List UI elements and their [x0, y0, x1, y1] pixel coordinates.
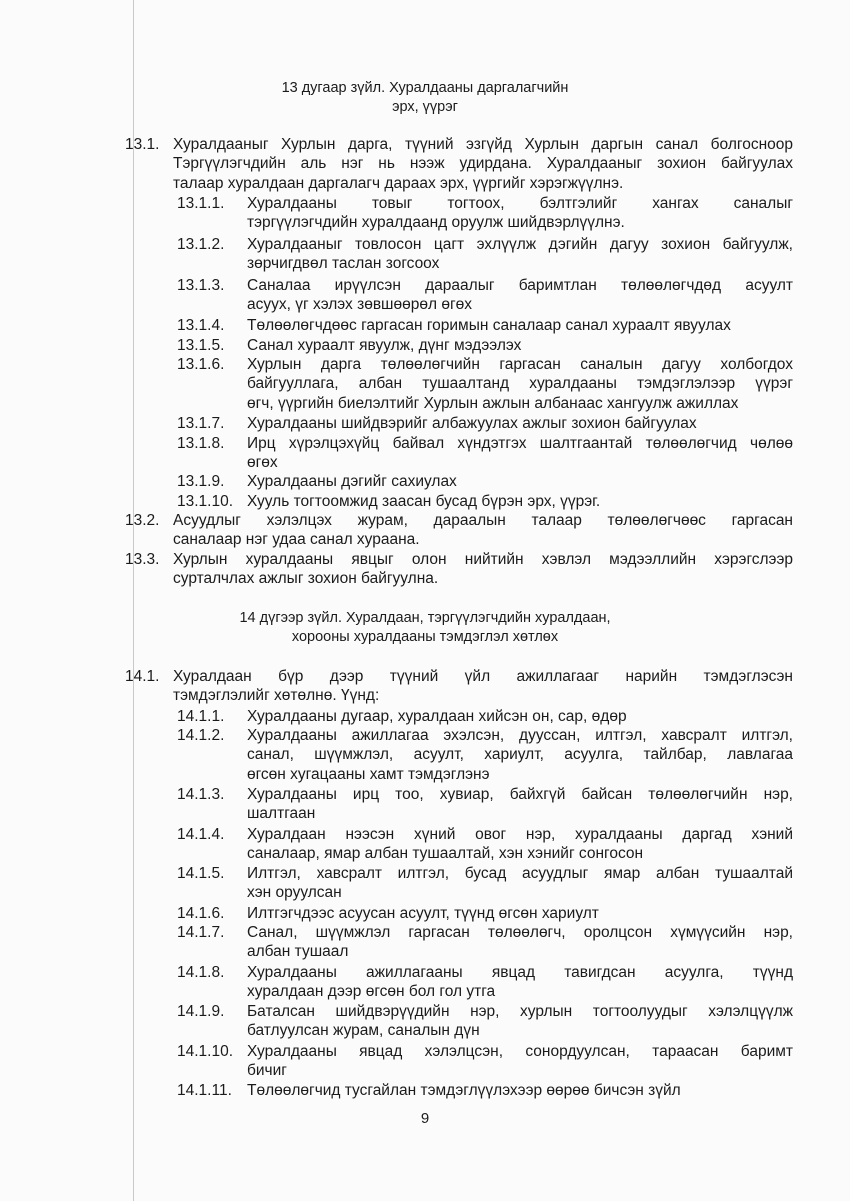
clause-text: [247, 1081, 793, 1100]
clause-number: 13.3.: [125, 551, 160, 568]
text-line: саналаар, ямар албан тушаалтай, хэн хэнийг сонгосон: [247, 845, 644, 863]
text-line: сурталчлах ажлыг зохион байгуулна.: [173, 570, 439, 588]
text-line: батлуулсан журам, саналын дүн: [247, 1022, 480, 1040]
clause-text: [173, 667, 793, 706]
text-line: тэмдэглэлийг хөтөлнө. Үүнд:: [173, 687, 380, 705]
clause-text: [247, 355, 793, 413]
text-line: шалтгаан: [247, 805, 316, 823]
clause-number: 14.1.10.: [177, 1043, 234, 1060]
text-line: зөрчигдвөл таслан зогсоох: [247, 255, 440, 273]
clause-text: [247, 825, 793, 864]
clause-text: [247, 726, 793, 784]
clause-text: [247, 276, 793, 315]
clause-text: [173, 135, 793, 193]
clause-number: 14.1.11.: [177, 1082, 232, 1099]
text-line: Хуралдааныг товлосон цагт эхлүүлж дэгийн дагуу зохион байгуулж,: [247, 236, 793, 253]
article-14-heading-line-2: хорооны хуралдааны тэмдэглэл хөтлөх: [291, 629, 559, 645]
text-line: өгөх: [247, 454, 278, 472]
clause-number: 14.1.4.: [177, 826, 225, 843]
text-line: тэргүүлэгчдийн хуралдаанд оруулж шийдвэрлүүлнэ.: [247, 214, 625, 232]
text-line: байгууллага, албан тушаалтанд хуралдааны тэмдэглэлээр үүрэг: [247, 375, 793, 393]
text-line: Төлөөлөгчид тусгайлан тэмдэглүүлэхээр өөрөө бичсэн зүйл: [247, 1082, 681, 1099]
text-line: Хурлын дарга төлөөлөгчийн гаргасан саналын дагуу холбогдох: [247, 356, 793, 373]
clause-text: [173, 511, 793, 550]
text-line: Хуралдааны ирц тоо, хувиар, байхгүй байсан төлөөлөгчийн нэр,: [247, 786, 793, 803]
text-line: Хуралдааны ажиллагаа эхэлсэн, дууссан, илтгэл, хавсралт илтгэл,: [247, 727, 793, 744]
text-line: санал, шүүмжлэл, асуулт, хариулт, асуулга, тайлбар, лавлагаа: [247, 746, 793, 764]
clause-number: 13.2.: [125, 512, 160, 529]
text-line: албан тушаал: [247, 943, 349, 961]
clause-number: 14.1.8.: [177, 964, 225, 981]
text-line: Хуралдааны явцад хэлэлцсэн, сонордуулсан, тараасан баримт: [247, 1043, 793, 1060]
clause-text: [247, 923, 793, 962]
clause-text: [247, 1002, 793, 1041]
clause-number: 13.1.10.: [177, 493, 234, 510]
text-line: Баталсан шийдвэрүүдийн нэр, хурлын тогтоолуудыг хэлэлцүүлж: [247, 1003, 793, 1020]
text-line: Хуралдааны дэгийг сахиулах: [247, 473, 457, 490]
clause-text: [247, 963, 793, 1002]
clause-text: [247, 707, 793, 726]
clause-number: 14.1.9.: [177, 1003, 225, 1020]
clause-text: [247, 904, 793, 923]
text-line: Хуралдааны шийдвэрийг албажуулах ажлыг зохион байгуулах: [247, 415, 697, 432]
text-line: Илтгэл, хавсралт илтгэл, бусад асуудлыг ямар албан тушаалтай: [247, 865, 793, 882]
clause-text: [173, 550, 793, 589]
clause-text: [247, 785, 793, 824]
clause-number: 13.1.3.: [177, 277, 225, 294]
text-line: талаар хуралдаан даргалагч дараах эрх, үүргийг хэрэгжүүлнэ.: [173, 174, 624, 192]
text-line: хуралдаан дээр өгсөн бол гол утга: [247, 983, 496, 1001]
clause-number: 14.1.1.: [177, 708, 225, 725]
article-14-heading: [0, 609, 850, 647]
article-13-heading-line-2: эрх, үүрэг: [392, 99, 458, 115]
clause-number: 13.1.6.: [177, 356, 225, 373]
clause-number: 13.1.5.: [177, 337, 225, 354]
text-line: бичиг: [247, 1062, 287, 1080]
text-line: Саналаа ирүүлсэн дараалыг баримтлан төлөөлөгчдөд асуулт: [247, 277, 793, 294]
article-13-heading: [0, 79, 850, 117]
text-line: Төлөөлөгчдөөс гаргасан горимын саналаар санал хураалт явуулах: [247, 317, 731, 334]
clause-number: 13.1.8.: [177, 435, 225, 452]
article-14-heading-line-1: 14 дүгээр зүйл. Хуралдаан, тэргүүлэгчдийн хуралдаан,: [239, 610, 611, 626]
clause-text: [247, 434, 793, 473]
clause-text: [247, 235, 793, 274]
clause-number: 13.1.1.: [177, 195, 225, 212]
text-line: Хурлын хуралдааны явцыг олон нийтийн хэвлэл мэдээллийн хэрэгслээр: [173, 551, 793, 568]
article-13-heading-line-1: 13 дугаар зүйл. Хуралдааны даргалагчийн: [281, 80, 569, 96]
clause-number: 13.1.: [125, 136, 160, 153]
clause-number: 13.1.4.: [177, 317, 225, 334]
clause-text: [247, 194, 793, 233]
text-line: Хуралдааны дугаар, хуралдаан хийсэн он, сар, өдөр: [247, 708, 627, 725]
clause-text: [247, 472, 793, 491]
text-line: Ирц хүрэлцэхүйц байвал хүндэтгэх шалтгаантай төлөөлөгчид чөлөө: [247, 435, 793, 452]
text-line: өгч, үүргийн биелэлтийг Хурлын ажлын албанаас хангуулж ажиллах: [247, 394, 739, 412]
clause-text: [247, 1042, 793, 1081]
text-line: Хуралдааны ажиллагааны явцад тавигдсан асуулга, түүнд: [247, 964, 793, 981]
text-line: Хуралдааны товыг тогтоох, бэлтгэлийг хангах саналыг: [247, 195, 793, 212]
text-line: Тэргүүлэгчдийн аль нэг нь нээж удирдана. Хуралдааныг зохион байгуулах: [173, 155, 793, 173]
clause-text: [247, 316, 793, 335]
clause-number: 14.1.7.: [177, 924, 225, 941]
text-line: Санал, шүүмжлэл гаргасан төлөөлөгч, оролцсон хүмүүсийн нэр,: [247, 924, 793, 941]
text-line: Санал хураалт явуулж, дүнг мэдээлэх: [247, 337, 522, 354]
text-line: Хуралдаан бүр дээр түүний үйл ажиллагааг нарийн тэмдэглэсэн: [173, 668, 793, 685]
clause-text: [247, 492, 793, 511]
clause-number: 13.1.2.: [177, 236, 225, 253]
clause-text: [247, 336, 793, 355]
text-line: саналаар нэг удаа санал хураана.: [173, 531, 420, 549]
clause-number: 13.1.7.: [177, 415, 225, 432]
text-line: Хуралдаан нээсэн хүний овог нэр, хуралдааны даргад хэний: [247, 826, 793, 843]
page-margin-line: [133, 0, 134, 1201]
clause-number: 13.1.9.: [177, 473, 225, 490]
text-line: хэн оруулсан: [247, 884, 342, 902]
clause-number: 14.1.3.: [177, 786, 225, 803]
text-line: өгсөн хугацааны хамт тэмдэглэнэ: [247, 765, 490, 783]
text-line: Хуралдааныг Хурлын дарга, түүний эзгүйд Хурлын даргын санал болгосноор: [173, 136, 793, 153]
text-line: Илтгэгчдээс асуусан асуулт, түүнд өгсөн хариулт: [247, 905, 599, 922]
text-line: Асуудлыг хэлэлцэх журам, дараалын талаар төлөөлөгчөөс гаргасан: [173, 512, 793, 529]
clause-text: [247, 864, 793, 903]
clause-number: 14.1.6.: [177, 905, 225, 922]
text-line: асуух, үг хэлэх зөвшөөрөл өгөх: [247, 296, 472, 314]
page-number: 9: [420, 1110, 430, 1127]
clause-number: 14.1.2.: [177, 727, 225, 744]
text-line: Хууль тогтоомжид заасан бусад бүрэн эрх, үүрэг.: [247, 493, 601, 510]
clause-text: [247, 414, 793, 433]
clause-number: 14.1.5.: [177, 865, 225, 882]
clause-number: 14.1.: [125, 668, 160, 685]
